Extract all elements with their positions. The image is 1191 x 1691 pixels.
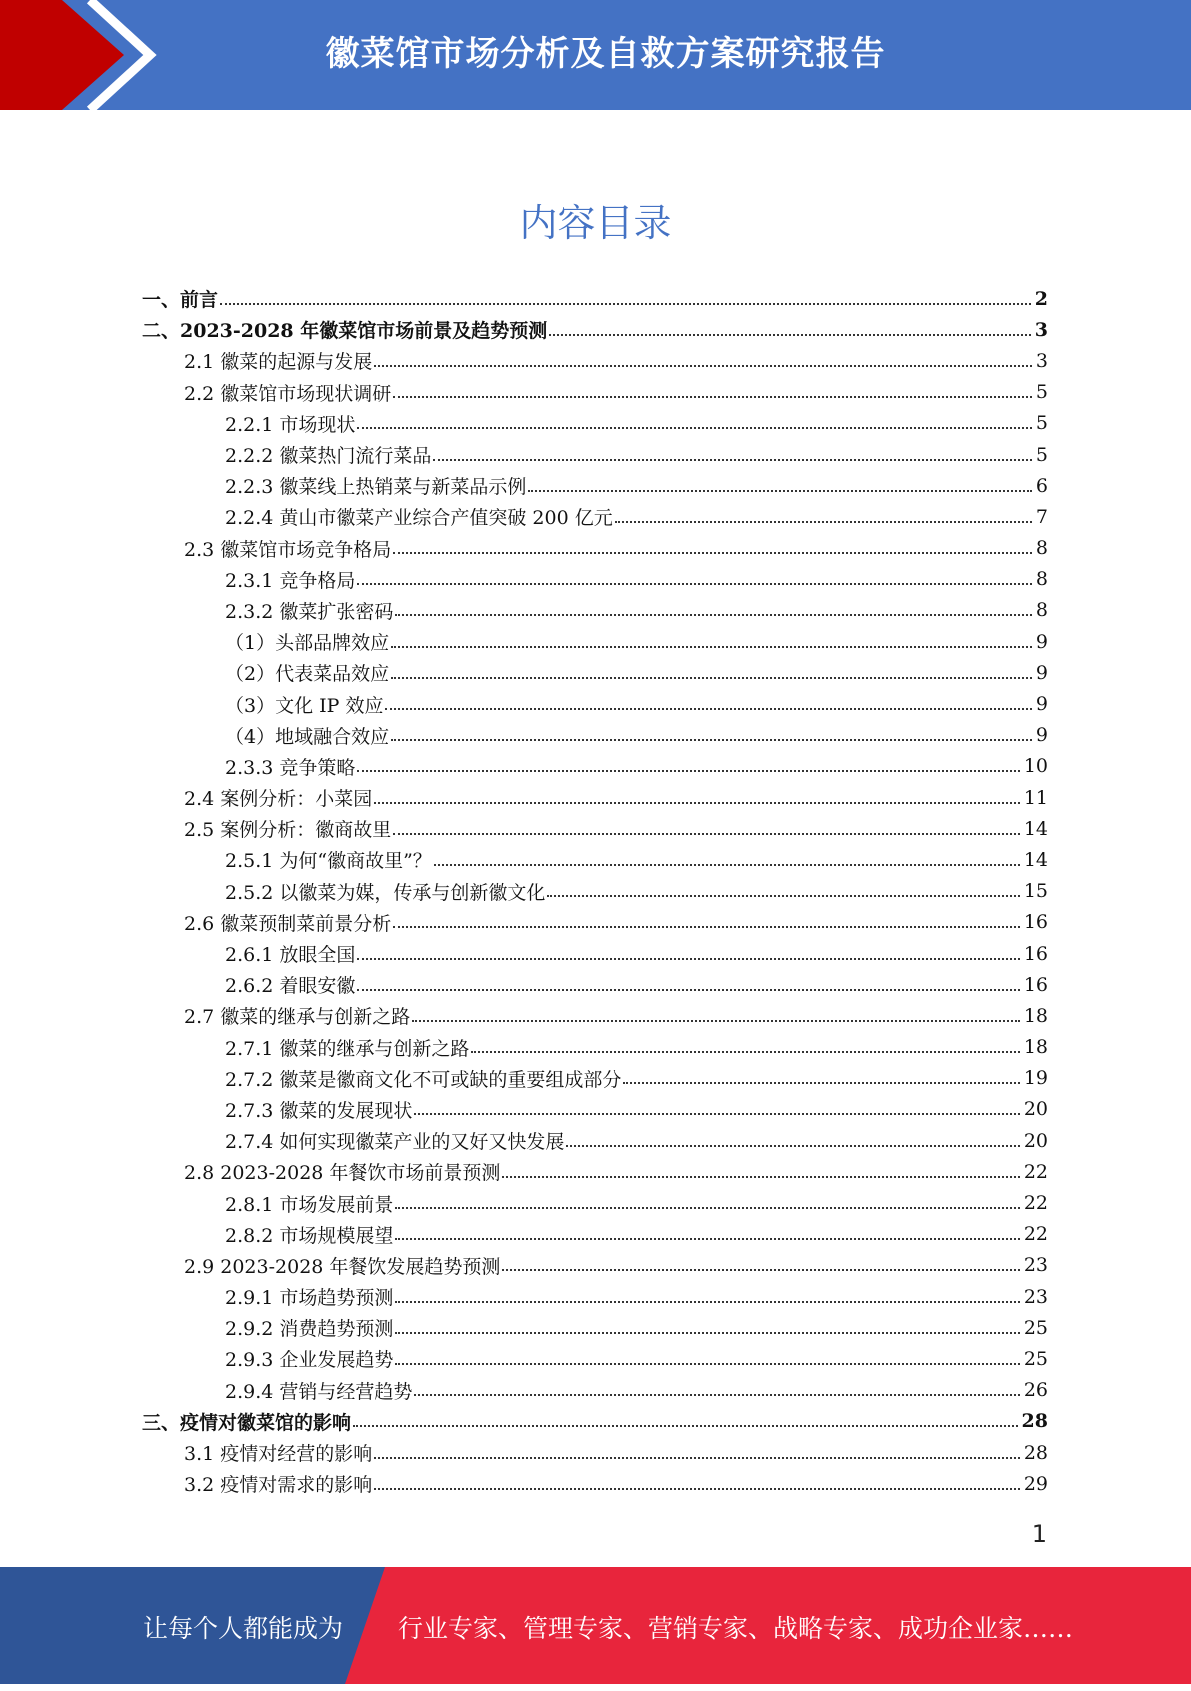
toc-leader-dots <box>414 1113 1019 1115</box>
toc-entry-page: 16 <box>1023 973 1048 996</box>
toc-entry-page: 22 <box>1023 1160 1048 1183</box>
toc-entry-label: 3.1 疫情对经营的影响 <box>184 1439 372 1466</box>
toc-entry[interactable] <box>142 657 1048 688</box>
toc-leader-dots <box>395 1238 1019 1240</box>
toc-entry-label: 2.5 案例分析：徽商故里 <box>184 815 391 842</box>
toc-entry[interactable] <box>142 408 1048 439</box>
toc-entry-page: 23 <box>1023 1285 1048 1308</box>
toc-entry-label: 2.1 徽菜的起源与发展 <box>184 347 372 374</box>
toc-entry-page: 25 <box>1023 1347 1048 1370</box>
toc-leader-dots <box>395 1207 1019 1209</box>
toc-entry[interactable] <box>142 688 1048 719</box>
toc-entry[interactable] <box>142 1312 1048 1343</box>
toc-entry[interactable] <box>142 314 1048 345</box>
toc-entry[interactable] <box>142 283 1048 314</box>
toc-entry-page: 10 <box>1023 755 1048 778</box>
toc-entry-label: 2.8.2 市场规模展望 <box>225 1221 393 1248</box>
toc-entry-page: 9 <box>1035 661 1048 684</box>
toc-leader-dots <box>353 1425 1018 1427</box>
toc-entry-label: 2.2 徽菜馆市场现状调研 <box>184 379 391 406</box>
toc-entry[interactable] <box>142 501 1048 532</box>
toc-entry-label: 2.6.2 着眼安徽 <box>225 971 355 998</box>
toc-leader-dots <box>391 677 1032 679</box>
toc-entry-label: 2.3.3 竞争策略 <box>225 753 355 780</box>
toc-entry-label: 2.7.2 徽菜是徽商文化不可或缺的重要组成部分 <box>225 1065 621 1092</box>
toc-entry-label: 2.9.4 营销与经营趋势 <box>225 1377 412 1404</box>
toc-entry-page: 22 <box>1023 1192 1048 1215</box>
toc-leader-dots <box>357 958 1019 960</box>
toc-entry-page: 25 <box>1023 1316 1048 1339</box>
toc-entry-label: 2.2.2 徽菜热门流行菜品 <box>225 441 431 468</box>
toc-entry[interactable] <box>142 533 1048 564</box>
toc-entry[interactable] <box>142 907 1048 938</box>
toc-leader-dots <box>357 427 1032 429</box>
toc-leader-dots <box>357 989 1019 991</box>
toc-entry-label: 2.9.2 消费趋势预测 <box>225 1314 393 1341</box>
toc-entry-label: 三、疫情对徽菜馆的影响 <box>142 1408 351 1435</box>
toc-leader-dots <box>374 1488 1020 1490</box>
toc-entry-page: 22 <box>1023 1223 1048 1246</box>
toc-entry-label: 2.7.4 如何实现徽菜产业的又好又快发展 <box>225 1127 564 1154</box>
toc-entry[interactable] <box>142 470 1048 501</box>
toc-leader-dots <box>393 396 1032 398</box>
toc-entry[interactable] <box>142 844 1048 875</box>
toc-entry[interactable] <box>142 1375 1048 1406</box>
toc-entry[interactable] <box>142 377 1048 408</box>
toc-entry-label: （2）代表菜品效应 <box>225 659 389 686</box>
toc-entry[interactable] <box>142 1000 1048 1031</box>
toc-entry-label: 2.7 徽菜的继承与创新之路 <box>184 1002 410 1029</box>
toc-entry[interactable] <box>142 626 1048 657</box>
table-of-contents <box>142 283 1048 1499</box>
toc-entry-label: 2.2.3 徽菜线上热销菜与新菜品示例 <box>225 472 526 499</box>
toc-entry-label: （1）头部品牌效应 <box>225 628 389 655</box>
toc-entry-page: 20 <box>1023 1098 1048 1121</box>
toc-entry-page: 18 <box>1023 1036 1048 1059</box>
toc-entry[interactable] <box>142 1094 1048 1125</box>
toc-entry[interactable] <box>142 751 1048 782</box>
toc-entry-page: 23 <box>1023 1254 1048 1277</box>
toc-entry-label: 2.8.1 市场发展前景 <box>225 1190 393 1217</box>
toc-entry-label: 2.8 2023-2028 年餐饮市场前景预测 <box>184 1158 500 1185</box>
toc-leader-dots <box>502 1176 1019 1178</box>
toc-entry-page: 26 <box>1023 1379 1048 1402</box>
toc-leader-dots <box>414 1394 1019 1396</box>
toc-entry-label: 2.3.1 竞争格局 <box>225 566 355 593</box>
toc-entry-page: 8 <box>1035 568 1048 591</box>
toc-entry[interactable] <box>142 1406 1048 1437</box>
toc-entry-page: 16 <box>1023 942 1048 965</box>
toc-leader-dots <box>220 303 1031 305</box>
footer-slogan-left: 让每个人都能成为 <box>143 1614 344 1643</box>
toc-leader-dots <box>433 459 1032 461</box>
toc-entry-page: 14 <box>1023 848 1048 871</box>
toc-entry-label: 二、2023-2028 年徽菜馆市场前景及趋势预测 <box>142 316 547 343</box>
toc-leader-dots <box>393 926 1020 928</box>
toc-entry[interactable] <box>142 345 1048 376</box>
toc-entry-page: 28 <box>1023 1441 1048 1464</box>
toc-leader-dots <box>471 1051 1019 1053</box>
toc-leader-dots <box>412 1020 1020 1022</box>
toc-leader-dots <box>615 521 1032 523</box>
toc-leader-dots <box>549 334 1031 336</box>
toc-entry[interactable] <box>142 1281 1048 1312</box>
toc-entry[interactable] <box>142 1219 1048 1250</box>
toc-heading: 内容目录 <box>519 201 672 245</box>
toc-entry-page: 8 <box>1035 537 1048 560</box>
toc-entry-page: 9 <box>1035 693 1048 716</box>
toc-entry[interactable] <box>142 782 1048 813</box>
toc-entry[interactable] <box>142 876 1048 907</box>
toc-entry[interactable] <box>142 1437 1048 1468</box>
toc-entry-label: 2.5.2 以徽菜为媒，传承与创新徽文化 <box>225 878 545 905</box>
toc-entry-page: 6 <box>1035 474 1048 497</box>
toc-entry-label: 2.9.1 市场趋势预测 <box>225 1283 393 1310</box>
toc-entry-page: 14 <box>1023 817 1048 840</box>
toc-leader-dots <box>395 1332 1019 1334</box>
toc-entry-label: 2.9.3 企业发展趋势 <box>225 1345 393 1372</box>
toc-entry-page: 15 <box>1023 880 1048 903</box>
page-footer <box>0 1567 1191 1684</box>
toc-entry-page: 3 <box>1034 318 1048 341</box>
toc-entry-page: 8 <box>1035 599 1048 622</box>
toc-entry[interactable] <box>142 969 1048 1000</box>
toc-leader-dots <box>434 864 1020 866</box>
toc-leader-dots <box>391 739 1032 741</box>
toc-entry[interactable] <box>142 1468 1048 1499</box>
toc-entry-page: 16 <box>1023 911 1048 934</box>
toc-entry-page: 5 <box>1035 412 1048 435</box>
toc-entry-label: 2.3.2 徽菜扩张密码 <box>225 597 393 624</box>
toc-entry[interactable] <box>142 1250 1048 1281</box>
toc-entry[interactable] <box>142 813 1048 844</box>
toc-entry[interactable] <box>142 720 1048 751</box>
toc-leader-dots <box>566 1145 1019 1147</box>
toc-entry-page: 2 <box>1034 287 1048 310</box>
toc-entry-page: 9 <box>1035 724 1048 747</box>
toc-leader-dots <box>623 1082 1019 1084</box>
toc-entry[interactable] <box>142 439 1048 470</box>
toc-entry-page: 3 <box>1035 349 1048 372</box>
footer-slogan-right: 行业专家、管理专家、营销专家、战略专家、成功企业家…… <box>398 1614 1074 1643</box>
toc-entry-page: 9 <box>1035 630 1048 653</box>
toc-entry-label: 2.4 案例分析：小菜园 <box>184 784 372 811</box>
toc-entry-label: 一、前言 <box>142 285 218 312</box>
page-number: 1 <box>1031 1520 1047 1548</box>
report-title: 徽菜馆市场分析及自救方案研究报告 <box>325 34 886 74</box>
toc-leader-dots <box>395 1301 1019 1303</box>
toc-entry-page: 5 <box>1035 443 1048 466</box>
toc-entry-label: 2.7.3 徽菜的发展现状 <box>225 1096 412 1123</box>
toc-entry[interactable] <box>142 1032 1048 1063</box>
toc-entry-label: 2.7.1 徽菜的继承与创新之路 <box>225 1034 469 1061</box>
toc-entry-page: 7 <box>1035 505 1048 528</box>
toc-entry-page: 29 <box>1023 1472 1048 1495</box>
toc-entry-label: 2.3 徽菜馆市场竞争格局 <box>184 535 391 562</box>
toc-entry-label: 2.6 徽菜预制菜前景分析 <box>184 909 391 936</box>
toc-entry-label: 2.2.1 市场现状 <box>225 410 355 437</box>
toc-leader-dots <box>374 802 1020 804</box>
toc-leader-dots <box>393 552 1032 554</box>
toc-entry[interactable] <box>142 1125 1048 1156</box>
page-header <box>0 0 1191 110</box>
toc-entry[interactable] <box>142 595 1048 626</box>
toc-leader-dots <box>395 1363 1019 1365</box>
toc-entry-page: 28 <box>1021 1410 1048 1433</box>
toc-entry-label: （4）地域融合效应 <box>225 722 389 749</box>
toc-entry[interactable] <box>142 938 1048 969</box>
toc-leader-dots <box>385 708 1031 710</box>
toc-entry[interactable] <box>142 1343 1048 1374</box>
toc-leader-dots <box>502 1269 1019 1271</box>
toc-entry[interactable] <box>142 1187 1048 1218</box>
toc-entry[interactable] <box>142 564 1048 595</box>
toc-entry-page: 19 <box>1023 1067 1048 1090</box>
toc-leader-dots <box>391 646 1032 648</box>
toc-entry[interactable] <box>142 1156 1048 1187</box>
toc-leader-dots <box>395 614 1032 616</box>
toc-leader-dots <box>357 770 1019 772</box>
toc-leader-dots <box>393 833 1020 835</box>
toc-entry-label: （3）文化 IP 效应 <box>225 691 383 718</box>
toc-leader-dots <box>357 583 1032 585</box>
toc-leader-dots <box>547 895 1019 897</box>
toc-leader-dots <box>374 365 1032 367</box>
toc-entry-page: 11 <box>1023 786 1048 809</box>
toc-entry-label: 3.2 疫情对需求的影响 <box>184 1470 372 1497</box>
toc-entry-page: 5 <box>1035 381 1048 404</box>
toc-entry-label: 2.2.4 黄山市徽菜产业综合产值突破 200 亿元 <box>225 503 613 530</box>
toc-entry-label: 2.6.1 放眼全国 <box>225 940 355 967</box>
toc-entry-page: 18 <box>1023 1004 1048 1027</box>
toc-entry[interactable] <box>142 1063 1048 1094</box>
toc-entry-page: 20 <box>1023 1129 1048 1152</box>
toc-entry-label: 2.9 2023-2028 年餐饮发展趋势预测 <box>184 1252 500 1279</box>
toc-leader-dots <box>374 1457 1020 1459</box>
toc-leader-dots <box>528 490 1032 492</box>
toc-entry-label: 2.5.1 为何“徽商故里”？ <box>225 846 432 873</box>
